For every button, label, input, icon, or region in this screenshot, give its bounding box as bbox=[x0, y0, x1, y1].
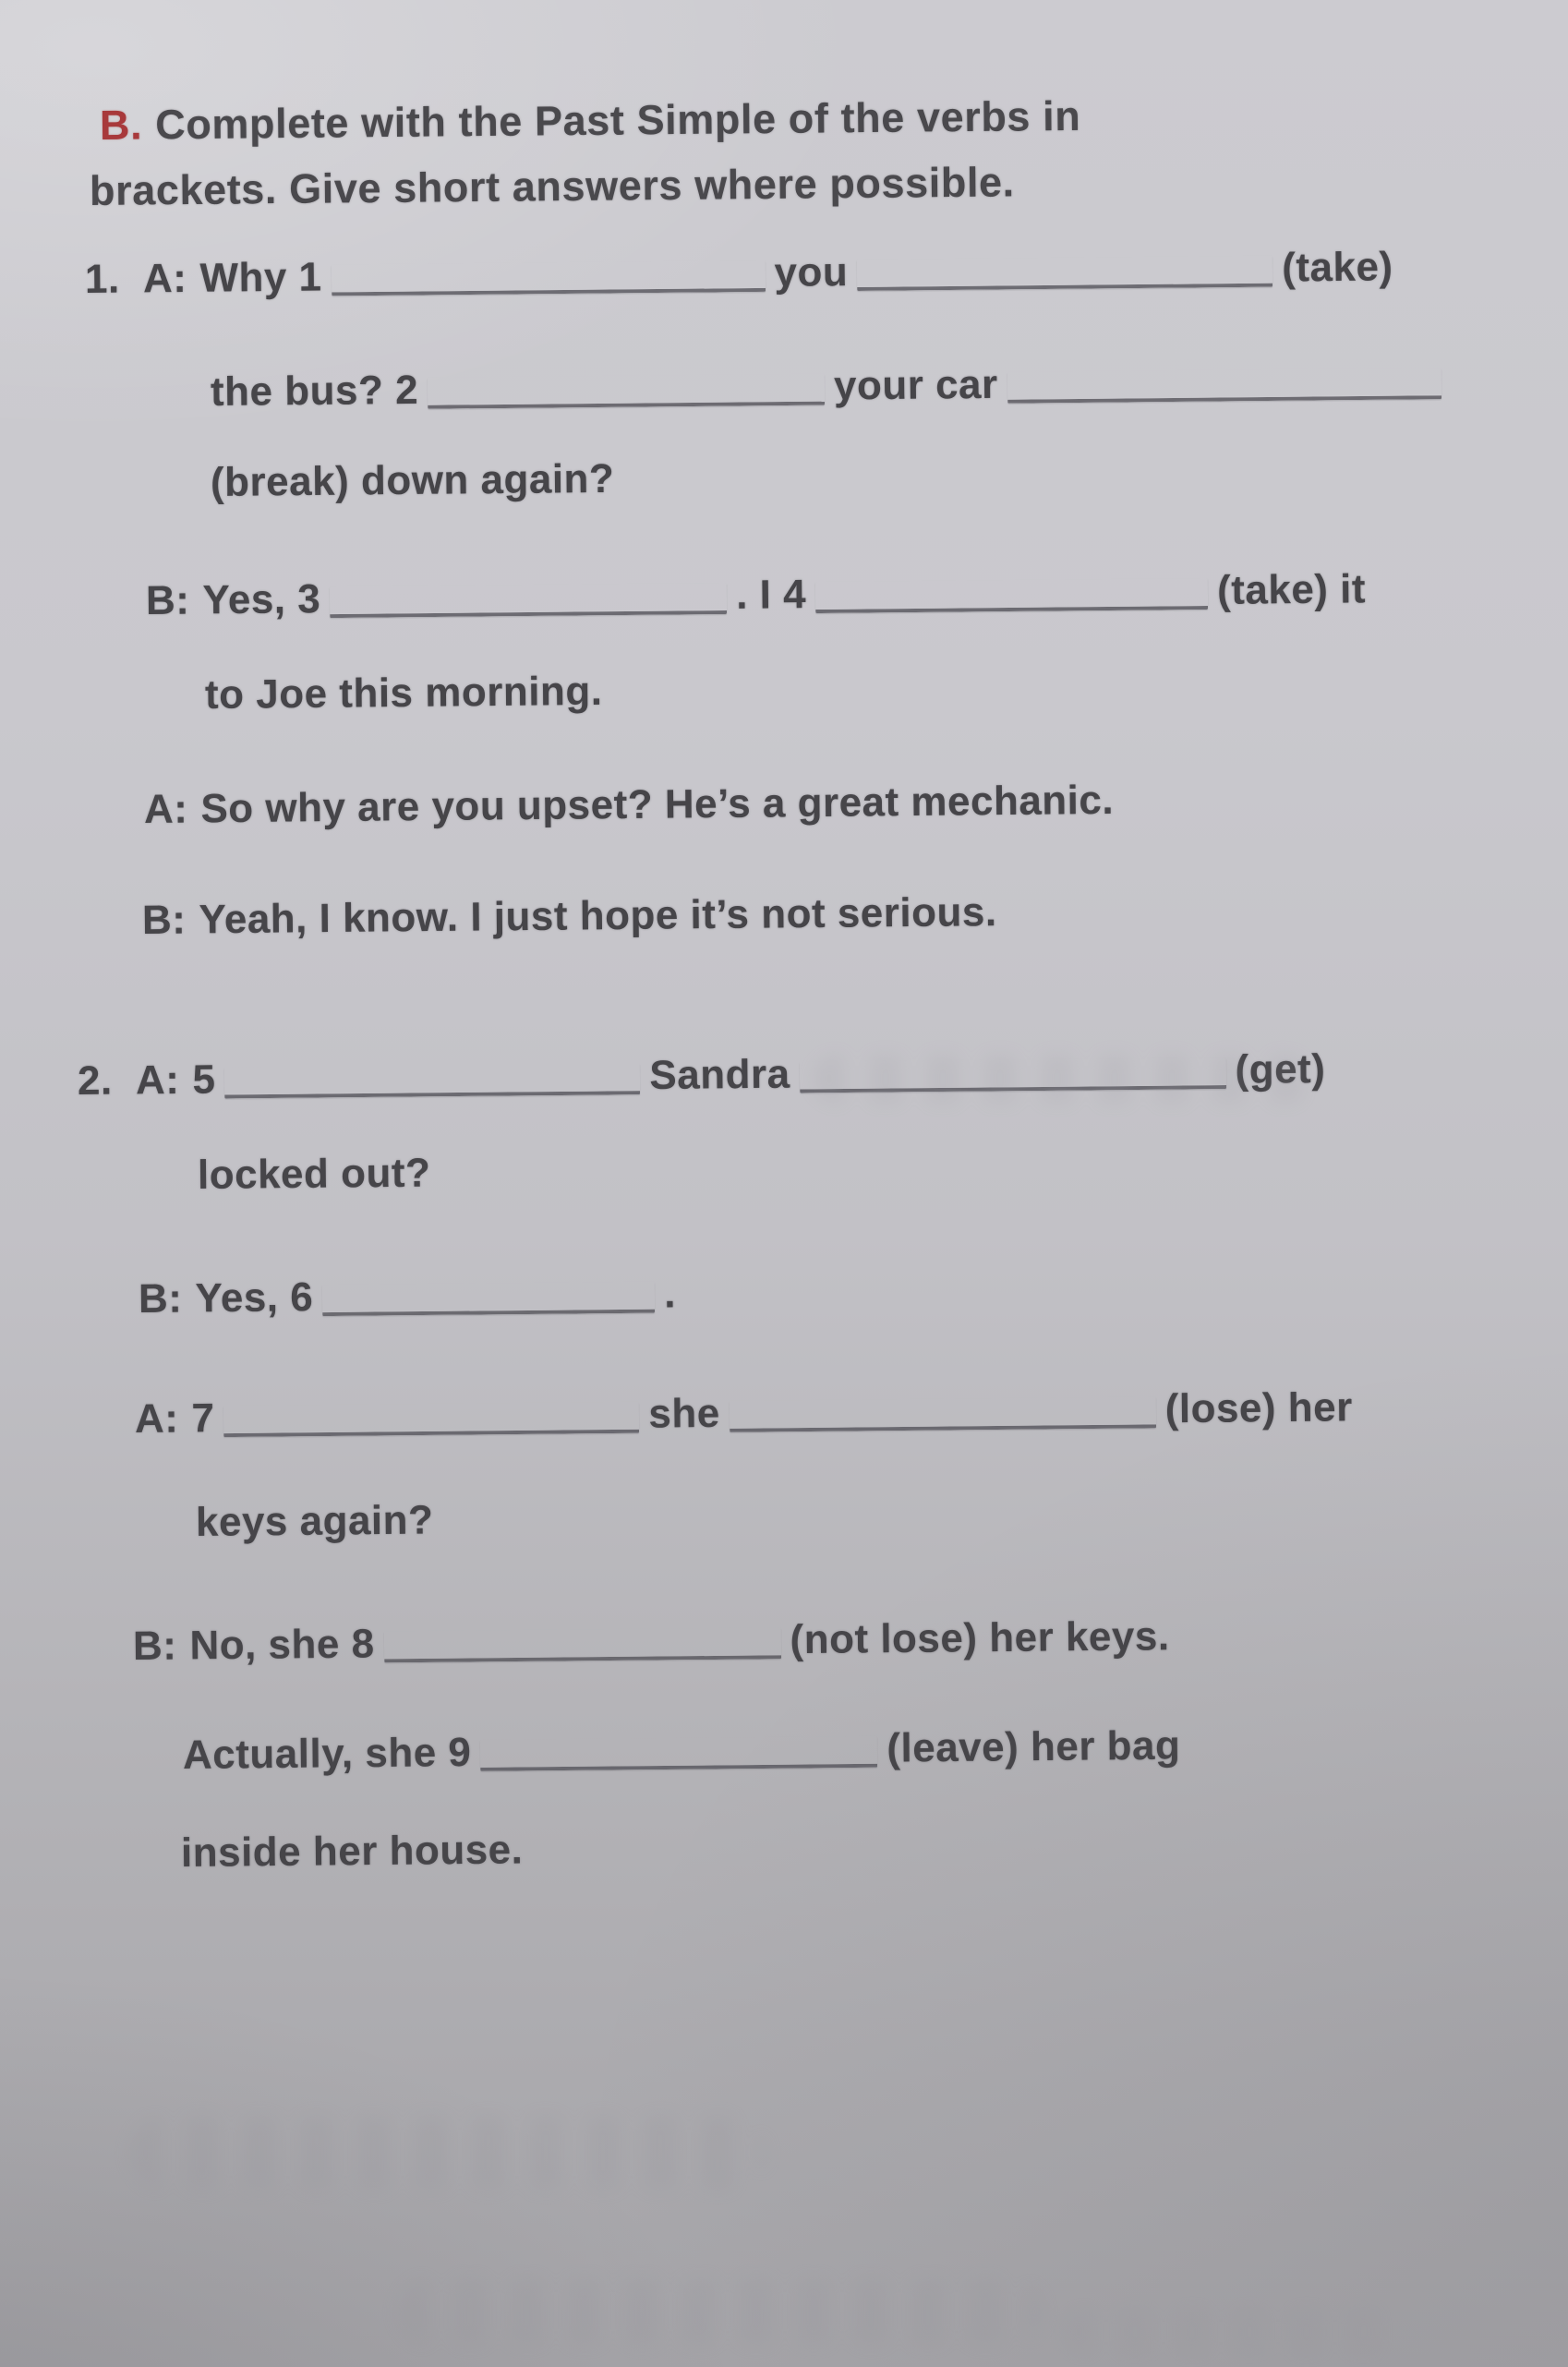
dialogue-text: No, she bbox=[189, 1621, 352, 1669]
dialogue-text: to Joe this morning. bbox=[204, 668, 603, 718]
dialogue-line-1-b3 bbox=[142, 889, 997, 944]
gap-number-6: 6 bbox=[290, 1274, 314, 1321]
show-through-smudge bbox=[1062, 2309, 1394, 2355]
dialogue-line-2-b4 bbox=[181, 1827, 524, 1877]
dialogue-text: (leave) her bag bbox=[887, 1722, 1181, 1771]
answer-blank-1 bbox=[331, 260, 765, 296]
answer-blank-7 bbox=[224, 1063, 640, 1098]
exercise-letter: B. bbox=[99, 101, 143, 149]
dialogue-text: she bbox=[648, 1390, 720, 1437]
speaker-label: B: bbox=[132, 1623, 177, 1669]
dialogue-line-1-a2 bbox=[211, 357, 1451, 416]
dialogue-text: (take) it bbox=[1216, 566, 1367, 613]
gap-number-5: 5 bbox=[192, 1057, 216, 1103]
dialogue-text: Sandra bbox=[649, 1051, 790, 1099]
dialogue-text: (lose) her bbox=[1164, 1384, 1353, 1432]
show-through-smudge bbox=[397, 2279, 1043, 2344]
answer-blank-13 bbox=[480, 1736, 877, 1771]
dialogue-line-1-b1 bbox=[146, 566, 1367, 624]
dialogue-text: your car bbox=[833, 361, 998, 409]
answer-blank-5 bbox=[330, 583, 727, 618]
dialogue-text: Yes, bbox=[195, 1274, 291, 1322]
answer-blank-3 bbox=[428, 374, 825, 409]
gap-number-1: 1 bbox=[298, 254, 322, 300]
gap-number-4: 4 bbox=[782, 572, 807, 618]
dialogue-line-1-a3 bbox=[211, 456, 615, 506]
dialogue-text: inside her house. bbox=[180, 1827, 524, 1876]
answer-blank-2 bbox=[857, 256, 1272, 291]
speaker-label: A: bbox=[134, 1395, 179, 1442]
dialogue-line-2-b3 bbox=[183, 1723, 1181, 1779]
dialogue-text: Actually, she bbox=[182, 1730, 449, 1778]
speaker-label: A: bbox=[135, 1057, 180, 1104]
item-number-2: 2. bbox=[77, 1057, 113, 1104]
dialogue-text: (get) bbox=[1235, 1046, 1326, 1093]
dialogue-text: So why are you upset? He’s a great mechanic. bbox=[200, 777, 1115, 832]
dialogue-text: locked out? bbox=[197, 1150, 431, 1198]
dialogue-line-2-a4 bbox=[196, 1498, 434, 1546]
gap-number-9: 9 bbox=[448, 1730, 472, 1776]
dialogue-text: the bus? bbox=[210, 368, 396, 415]
answer-blank-9 bbox=[322, 1282, 655, 1316]
dialogue-text: keys again? bbox=[195, 1497, 434, 1545]
dialogue-text: (break) down again? bbox=[210, 455, 615, 505]
dialogue-line-1-a1 bbox=[85, 244, 1393, 303]
exercise-header-text-1: Complete with the Past Simple of the verbs in bbox=[154, 91, 1081, 149]
exercise-header-line-1 bbox=[100, 92, 1081, 150]
gap-number-2: 2 bbox=[394, 367, 419, 414]
dialogue-text: Yes, bbox=[202, 576, 298, 623]
answer-blank-6 bbox=[815, 578, 1208, 613]
dialogue-text: . bbox=[663, 1271, 677, 1317]
dialogue-text: Yeah, I know. I just hope it’s not serious. bbox=[199, 889, 997, 943]
dialogue-line-2-b1 bbox=[139, 1271, 676, 1322]
show-through-smudge bbox=[129, 2117, 766, 2189]
answer-blank-4 bbox=[1007, 368, 1441, 404]
dialogue-text: you bbox=[774, 249, 849, 296]
gap-number-7: 7 bbox=[191, 1395, 215, 1442]
dialogue-line-2-b2 bbox=[133, 1613, 1170, 1670]
speaker-label: B: bbox=[138, 1275, 183, 1322]
speaker-label: B: bbox=[141, 897, 187, 943]
answer-blank-11 bbox=[730, 1396, 1156, 1431]
exercise-header-text-2: brackets. Give short answers where possible. bbox=[89, 158, 1016, 214]
gap-number-3: 3 bbox=[297, 576, 321, 622]
dialogue-text: (not lose) her keys. bbox=[790, 1613, 1170, 1663]
speaker-label: B: bbox=[145, 577, 190, 623]
dialogue-text: Why bbox=[199, 254, 299, 301]
dialogue-line-2-a2 bbox=[198, 1151, 431, 1199]
dialogue-text: (take) bbox=[1281, 244, 1393, 291]
dialogue-line-1-a4 bbox=[144, 778, 1115, 833]
show-through-smudge bbox=[813, 1055, 1311, 1103]
gap-number-8: 8 bbox=[351, 1621, 375, 1667]
dialogue-line-1-b2 bbox=[205, 669, 603, 719]
dialogue-line-2-a3 bbox=[135, 1384, 1353, 1443]
answer-blank-12 bbox=[383, 1627, 780, 1662]
item-number-1: 1. bbox=[84, 256, 120, 302]
exercise-header-line-2 bbox=[90, 158, 1015, 215]
speaker-label: A: bbox=[143, 786, 188, 832]
answer-blank-10 bbox=[223, 1402, 639, 1437]
dialogue-text: . I bbox=[735, 572, 784, 618]
speaker-label: A: bbox=[142, 255, 187, 302]
